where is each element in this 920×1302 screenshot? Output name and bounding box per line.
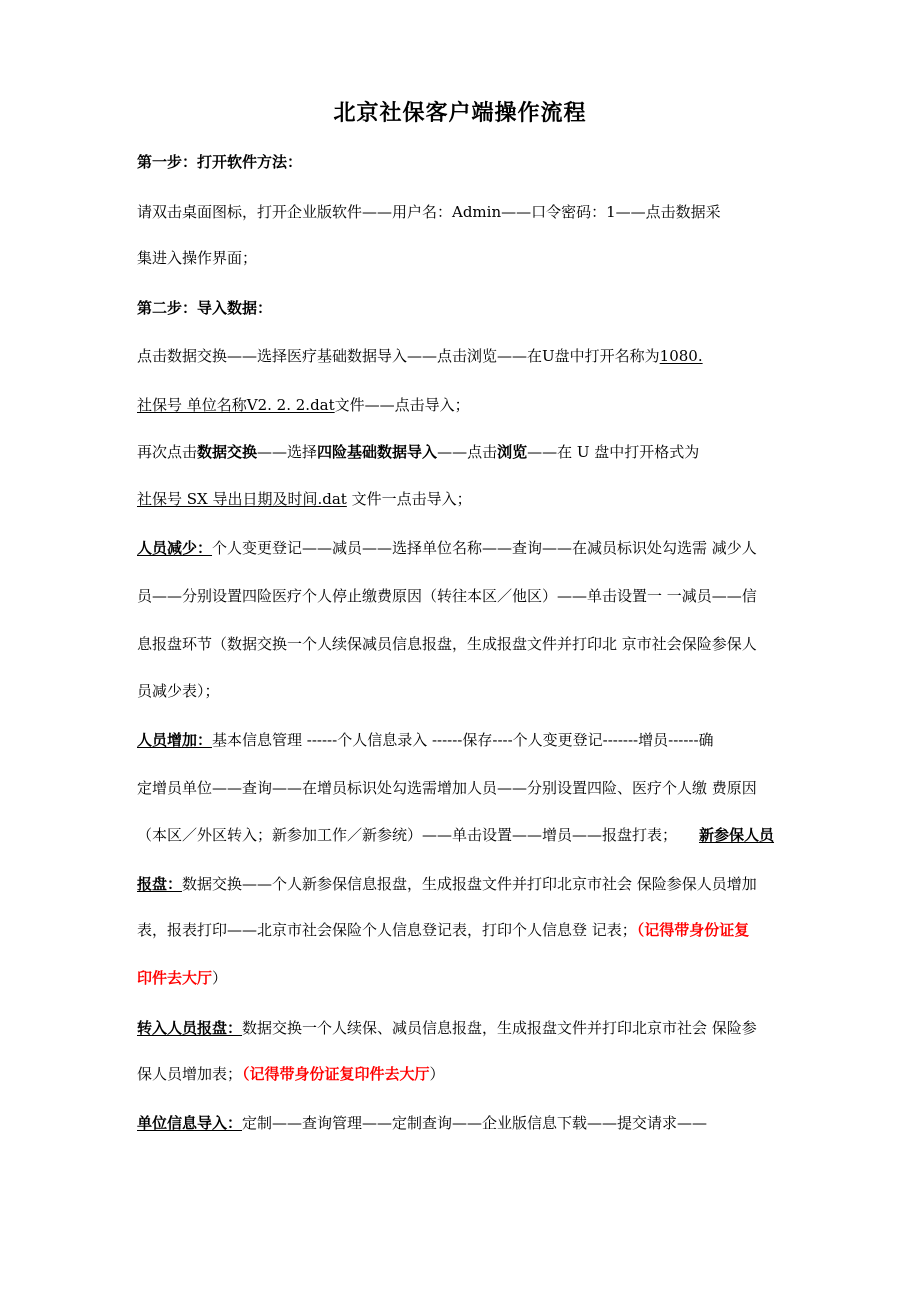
text-run: 表，报表打印——北京市社会保险个人信息登记表，打印个人信息登 记表； bbox=[137, 921, 637, 939]
step2-para1-text: 文件——点击导入； bbox=[334, 396, 470, 414]
text-run: 再次点击 bbox=[137, 443, 198, 461]
red-reminder: （记得带身份证复印件去大厅 bbox=[242, 1065, 430, 1083]
reduce-line1 bbox=[137, 536, 787, 560]
text-run: 数据交换——个人新参保信息报盘，生成报盘文件并打印北京市社会 保险参保人员增加 bbox=[182, 875, 757, 893]
step2-para1-text: 点击数据交换——选择医疗基础数据导入——点击浏览——在U盘中打开名称为 bbox=[137, 347, 660, 365]
bold-term: 四险基础数据导入 bbox=[317, 443, 438, 461]
text-run: ——在 U 盘中打开格式为 bbox=[527, 443, 700, 461]
section-label: 人员增加： bbox=[137, 731, 213, 749]
file-name-link: 社保号 SX 导出日期及时间.dat bbox=[137, 490, 347, 508]
step2-para1-line2 bbox=[137, 393, 787, 417]
transfer-line2 bbox=[137, 1062, 787, 1086]
increase-line4 bbox=[137, 872, 787, 896]
bold-term: 浏览 bbox=[497, 443, 528, 461]
reduce-line4: 员减少表）； bbox=[137, 682, 220, 700]
unit-import-line1 bbox=[137, 1111, 787, 1135]
increase-line1 bbox=[137, 728, 787, 752]
file-name-link: 1080. bbox=[659, 347, 703, 365]
transfer-line1 bbox=[137, 1016, 787, 1040]
document-title: 北京社保客户端操作流程 bbox=[333, 101, 587, 126]
section-label: 新参保人员 bbox=[699, 826, 775, 844]
step1-text-line1: 请双击桌面图标，打开企业版软件——用户名：Admin——口令密码：1——点击数据采 bbox=[137, 203, 721, 221]
increase-line5 bbox=[137, 918, 787, 942]
step2-para2-text: 文件一点击导入； bbox=[346, 490, 472, 508]
text-run: ） bbox=[429, 1065, 445, 1083]
step2-para2-line1 bbox=[137, 440, 787, 464]
text-run: （本区／外区转入；新参加工作／新参统）——单击设置——增员——报盘打表； bbox=[137, 826, 678, 844]
reduce-line2: 员——分别设置四险医疗个人停止缴费原因（转往本区／他区）——单击设置一 一减员——信 bbox=[137, 587, 757, 605]
step1-text-line2: 集进入操作界面； bbox=[137, 249, 258, 267]
text-run: ——选择 bbox=[257, 443, 318, 461]
text-run: ） bbox=[212, 969, 228, 987]
red-reminder: （记得带身份证复 bbox=[636, 921, 750, 939]
text-run: 基本信息管理 ------个人信息录入 ------保存----个人变更登记-------增员------确 bbox=[212, 731, 714, 749]
text-run: 个人变更登记——减员——选择单位名称——查询——在减员标识处勾选需 减少人 bbox=[212, 539, 757, 557]
step2-para2-line2 bbox=[137, 487, 787, 511]
section-label: 报盘： bbox=[137, 875, 183, 893]
section-label: 单位信息导入： bbox=[137, 1114, 243, 1132]
increase-line2: 定增员单位——查询——在增员标识处勾选需增加人员——分别设置四险、医疗个人缴 费原因 bbox=[137, 779, 757, 797]
section-label: 转入人员报盘： bbox=[137, 1019, 243, 1037]
section-label: 人员减少： bbox=[137, 539, 213, 557]
increase-line6 bbox=[137, 966, 787, 990]
text-run: 保人员增加表； bbox=[137, 1065, 243, 1083]
step2-heading: 第二步：导入数据： bbox=[137, 299, 273, 317]
red-reminder: 印件去大厅 bbox=[137, 969, 213, 987]
bold-term: 数据交换 bbox=[197, 443, 258, 461]
increase-line3 bbox=[137, 823, 787, 847]
file-name-link: 社保号 单位名称V2. 2. 2.dat bbox=[137, 396, 335, 414]
step2-para1-line1 bbox=[137, 344, 787, 368]
step1-heading: 第一步：打开软件方法： bbox=[137, 153, 303, 171]
reduce-line3: 息报盘环节（数据交换一个人续保减员信息报盘，生成报盘文件并打印北 京市社会保险参保人 bbox=[137, 635, 757, 653]
text-run: 数据交换一个人续保、减员信息报盘，生成报盘文件并打印北京市社会 保险参 bbox=[242, 1019, 757, 1037]
text-run: 定制——查询管理——定制查询——企业版信息下载——提交请求—— bbox=[242, 1114, 708, 1132]
text-run: ——点击 bbox=[437, 443, 498, 461]
